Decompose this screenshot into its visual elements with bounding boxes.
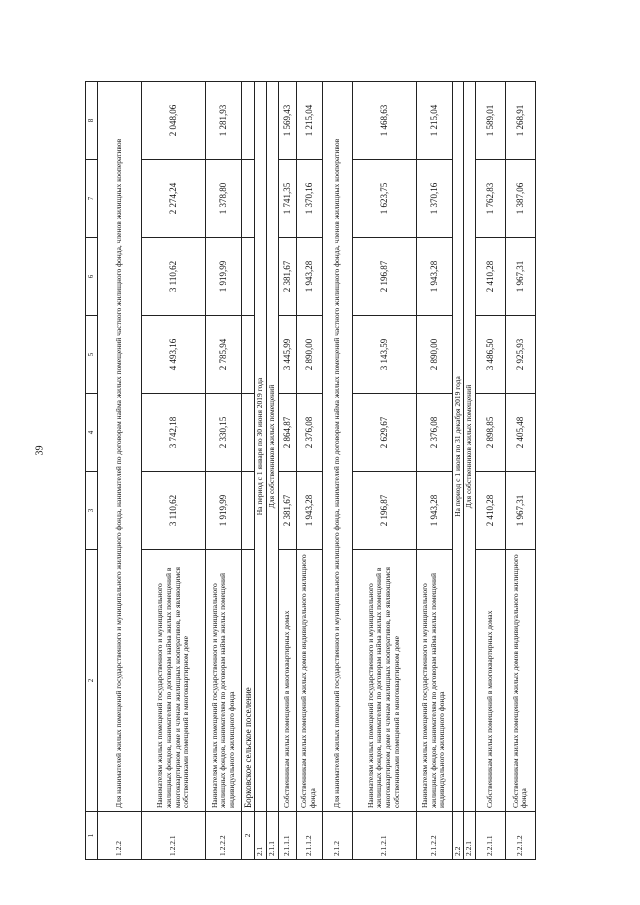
row-name: Собственникам жилых помещений жилых домов индивидуального жилищного фонда: [505, 550, 535, 812]
header-col-5: 5: [86, 316, 98, 394]
value-cell: 1 378,80: [206, 160, 242, 238]
row-code: 2.2.1: [464, 812, 476, 860]
value-cell: 1 387,06: [505, 160, 535, 238]
table-row: [452, 82, 464, 860]
period-heading: На период с 1 января по 30 июня 2019 года: [255, 82, 267, 812]
row-name: Собственникам жилых помещений в многоквартирных домах: [278, 550, 296, 812]
value-cell: 1 943,28: [416, 238, 452, 316]
rotated-table-sheet: [85, 82, 527, 860]
row-code: 2.1.2.1: [352, 812, 416, 860]
header-col-6: 6: [86, 238, 98, 316]
value-cell: 1 370,16: [296, 160, 322, 238]
value-cell: 1 967,31: [505, 238, 535, 316]
table-row: [98, 82, 142, 860]
value-cell: 1 943,28: [296, 238, 322, 316]
value-cell: 4 493,16: [142, 316, 206, 394]
section-heading: Для нанимателей жилых помещений государственного и муниципального жилищного фонда, нанимателей по договорам найма жилых помещений частного жилищного фонда, членов жилищных кооперативов: [322, 82, 352, 812]
table-row: [278, 82, 296, 860]
value-cell: 2 048,06: [142, 82, 206, 160]
value-cell: 2 890,00: [416, 316, 452, 394]
header-col-1: 1: [86, 812, 98, 860]
value-cell: 3 486,50: [475, 316, 505, 394]
value-cell: 3 445,99: [278, 316, 296, 394]
table-row: [142, 82, 206, 860]
row-code: 2.1.1.1: [278, 812, 296, 860]
value-cell: 2 376,08: [416, 394, 452, 472]
category-heading: Для собственников жилых помещений: [464, 82, 476, 812]
header-col-2: 2: [86, 550, 98, 812]
value-cell: 1 943,28: [416, 472, 452, 550]
header-col-8: 8: [86, 82, 98, 160]
table-row: [416, 82, 452, 860]
value-cell: 1 215,04: [416, 82, 452, 160]
value-cell: 2 410,28: [475, 472, 505, 550]
row-name: Собственникам жилых помещений жилых домов индивидуального жилищного фонда: [296, 550, 322, 812]
value-cell: 1 919,99: [206, 238, 242, 316]
value-cell: 3 742,18: [142, 394, 206, 472]
value-cell: 1 967,31: [505, 472, 535, 550]
value-cell: 1 569,43: [278, 82, 296, 160]
value-cell: 1 281,93: [206, 82, 242, 160]
table-row: [322, 82, 352, 860]
row-code: 2.1.2: [322, 812, 352, 860]
tariff-table: [85, 81, 536, 860]
row-code: 1.2.2.1: [142, 812, 206, 860]
table-row: [206, 82, 242, 860]
row-name: Нанимателям жилых помещений государственного и муниципального жилищных фондов, нанимателям по договорам найма жилых помещений индивидуального жилищного фонда: [206, 550, 242, 812]
row-name: Собственникам жилых помещений в многоквартирных домах: [475, 550, 505, 812]
value-cell: 2 196,87: [352, 238, 416, 316]
row-name: Нанимателям жилых помещений государственного и муниципального жилищных фондов, нанимателям по договорам найма жилых помещений в многоквартирном доме и членам жилищных кооперативов, не являющимся собственниками помещений в многоквартирном доме: [352, 550, 416, 812]
row-name: Нанимателям жилых помещений государственного и муниципального жилищных фондов, нанимателям по договорам найма жилых помещений в многоквартирном доме и членам жилищных кооперативов, не являющимся собственниками помещений в многоквартирном доме: [142, 550, 206, 812]
table-row: [296, 82, 322, 860]
value-cell: 2 381,67: [278, 238, 296, 316]
table-row: [352, 82, 416, 860]
value-cell: 2 330,15: [206, 394, 242, 472]
value-cell: 3 110,62: [142, 472, 206, 550]
table-row: [475, 82, 505, 860]
table-row: [242, 82, 255, 860]
page-number: 39: [34, 445, 46, 456]
header-col-3: 3: [86, 472, 98, 550]
value-cell: 2 890,00: [296, 316, 322, 394]
value-cell: 2 381,67: [278, 472, 296, 550]
row-name: Нанимателям жилых помещений государственного и муниципального жилищных фондов, нанимателям по договорам найма жилых помещений индивидуального жилищного фонда: [416, 550, 452, 812]
value-cell: 3 110,62: [142, 238, 206, 316]
value-cell: 2 274,24: [142, 160, 206, 238]
value-cell: 1 623,75: [352, 160, 416, 238]
table-row: [464, 82, 476, 860]
value-cell: 1 589,01: [475, 82, 505, 160]
value-cell: 1 943,28: [296, 472, 322, 550]
value-cell: 2 925,93: [505, 316, 535, 394]
value-cell: 2 898,85: [475, 394, 505, 472]
settlement-name: Борковское сельское поселение: [242, 550, 255, 812]
value-cell: 1 370,16: [416, 160, 452, 238]
value-cell: 1 741,35: [278, 160, 296, 238]
table-row: [505, 82, 535, 860]
row-code: 2.2: [452, 812, 464, 860]
value-cell: 1 215,04: [296, 82, 322, 160]
header-col-7: 7: [86, 160, 98, 238]
period-heading: На период с 1 июля по 31 декабря 2019 года: [452, 82, 464, 812]
value-cell: 1 762,83: [475, 160, 505, 238]
value-cell: 1 268,91: [505, 82, 535, 160]
row-code: 2.1.1: [266, 812, 278, 860]
row-code: 1.2.2: [98, 812, 142, 860]
value-cell: 2 410,28: [475, 238, 505, 316]
value-cell: 3 143,59: [352, 316, 416, 394]
row-code: 2: [242, 812, 255, 860]
value-cell: 2 785,94: [206, 316, 242, 394]
row-code: 2.1.2.2: [416, 812, 452, 860]
table-row: [266, 82, 278, 860]
value-cell: 2 405,48: [505, 394, 535, 472]
value-cell: 2 196,87: [352, 472, 416, 550]
value-cell: 1 919,99: [206, 472, 242, 550]
value-cell: 2 376,08: [296, 394, 322, 472]
row-code: 1.2.2.2: [206, 812, 242, 860]
value-cell: 1 468,63: [352, 82, 416, 160]
header-row: [86, 82, 98, 860]
row-code: 2.2.1.2: [505, 812, 535, 860]
value-cell: 2 629,67: [352, 394, 416, 472]
category-heading: Для собственников жилых помещений: [266, 82, 278, 812]
table-row: [255, 82, 267, 860]
header-col-4: 4: [86, 394, 98, 472]
row-code: 2.1: [255, 812, 267, 860]
section-heading: Для нанимателей жилых помещений государственного и муниципального жилищного фонда, нанимателей по договорам найма жилых помещений частного жилищного фонда, членов жилищных кооперативов: [98, 82, 142, 812]
value-cell: 2 864,87: [278, 394, 296, 472]
row-code: 2.1.1.2: [296, 812, 322, 860]
row-code: 2.2.1.1: [475, 812, 505, 860]
